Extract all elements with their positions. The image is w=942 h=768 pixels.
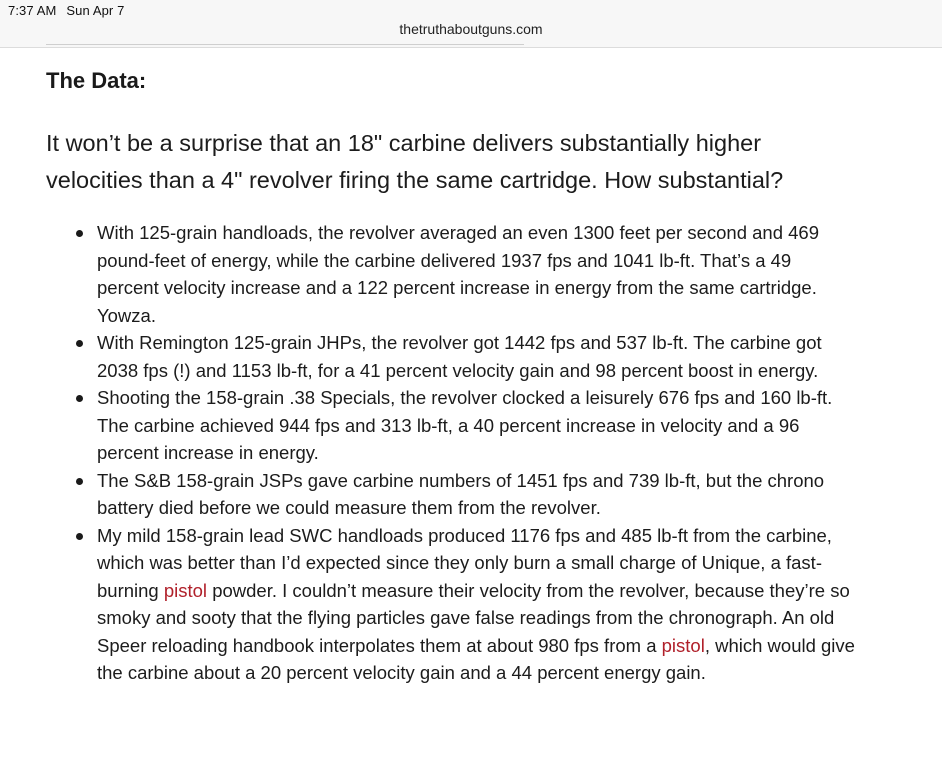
list-item [46, 384, 857, 467]
bullet-icon [76, 230, 83, 237]
list-item-text-part1: My mild 158-grain lead SWC handloads produced 1176 fps and 485 lb-ft from the carbine, which was better than I’d expected since they only burn a small charge of Unique, a fast-burning [97, 524, 832, 601]
clipped-content-edge [46, 44, 524, 48]
intro-paragraph: It won’t be a surprise that an 18" carbine delivers substantially higher velocities than a 4" revolver firing the same cartridge. How substantial? [46, 130, 784, 193]
list-item [46, 219, 857, 329]
bullet-icon [76, 478, 83, 485]
list-item-text: Shooting the 158-grain .38 Specials, the revolver clocked a leisurely 676 fps and 160 lb-ft. The carbine achieved 944 fps and 313 lb-ft, a 40 percent increase in velocity and a 96 percent increase in energy. [97, 387, 833, 463]
results-list [46, 219, 906, 687]
url-text[interactable]: thetruthaboutguns.com [399, 21, 543, 37]
list-item [46, 467, 857, 522]
status-bar [0, 0, 942, 48]
list-item-text-part2: powder. I couldn’t measure their velocity from the revolver, because they’re so smoky and sooty that the flying particles gave false readings from the chronograph. An old Speer reloading handbook interpolates them at about 980 fps from a [97, 579, 850, 656]
bullet-icon [76, 533, 83, 540]
list-item [46, 522, 857, 687]
status-date: Sun Apr 7 [66, 3, 125, 18]
list-item-text-part3: , which would give the carbine about a 20 percent velocity gain and a 44 percent energy gain. [97, 634, 855, 683]
address-bar[interactable] [0, 21, 942, 37]
article-body [46, 64, 906, 687]
bullet-icon [76, 340, 83, 347]
pistol-link-2[interactable]: pistol [661, 634, 705, 656]
list-item-text: With Remington 125-grain JHPs, the revolver got 1442 fps and 537 lb-ft. The carbine got 2038 fps (!) and 1153 lb-ft, for a 41 percent velocity gain and 98 percent boost in energy. [97, 332, 822, 381]
status-clock [8, 3, 134, 18]
section-heading: The Data: [46, 68, 147, 93]
list-item-text: With 125-grain handloads, the revolver averaged an even 1300 feet per second and 469 pound-feet of energy, while the carbine delivered 1937 fps and 1041 lb-ft. That’s a 49 percent velocity increase and a 122 percent increase in energy from the same cartridge. Yowza. [97, 222, 819, 326]
list-item [46, 329, 857, 384]
pistol-link[interactable]: pistol [163, 579, 208, 601]
bullet-icon [76, 395, 83, 402]
status-time: 7:37 AM [8, 3, 57, 18]
list-item-text: The S&B 158-grain JSPs gave carbine numbers of 1451 fps and 739 lb-ft, but the chrono battery died before we could measure them from the revolver. [97, 469, 825, 518]
